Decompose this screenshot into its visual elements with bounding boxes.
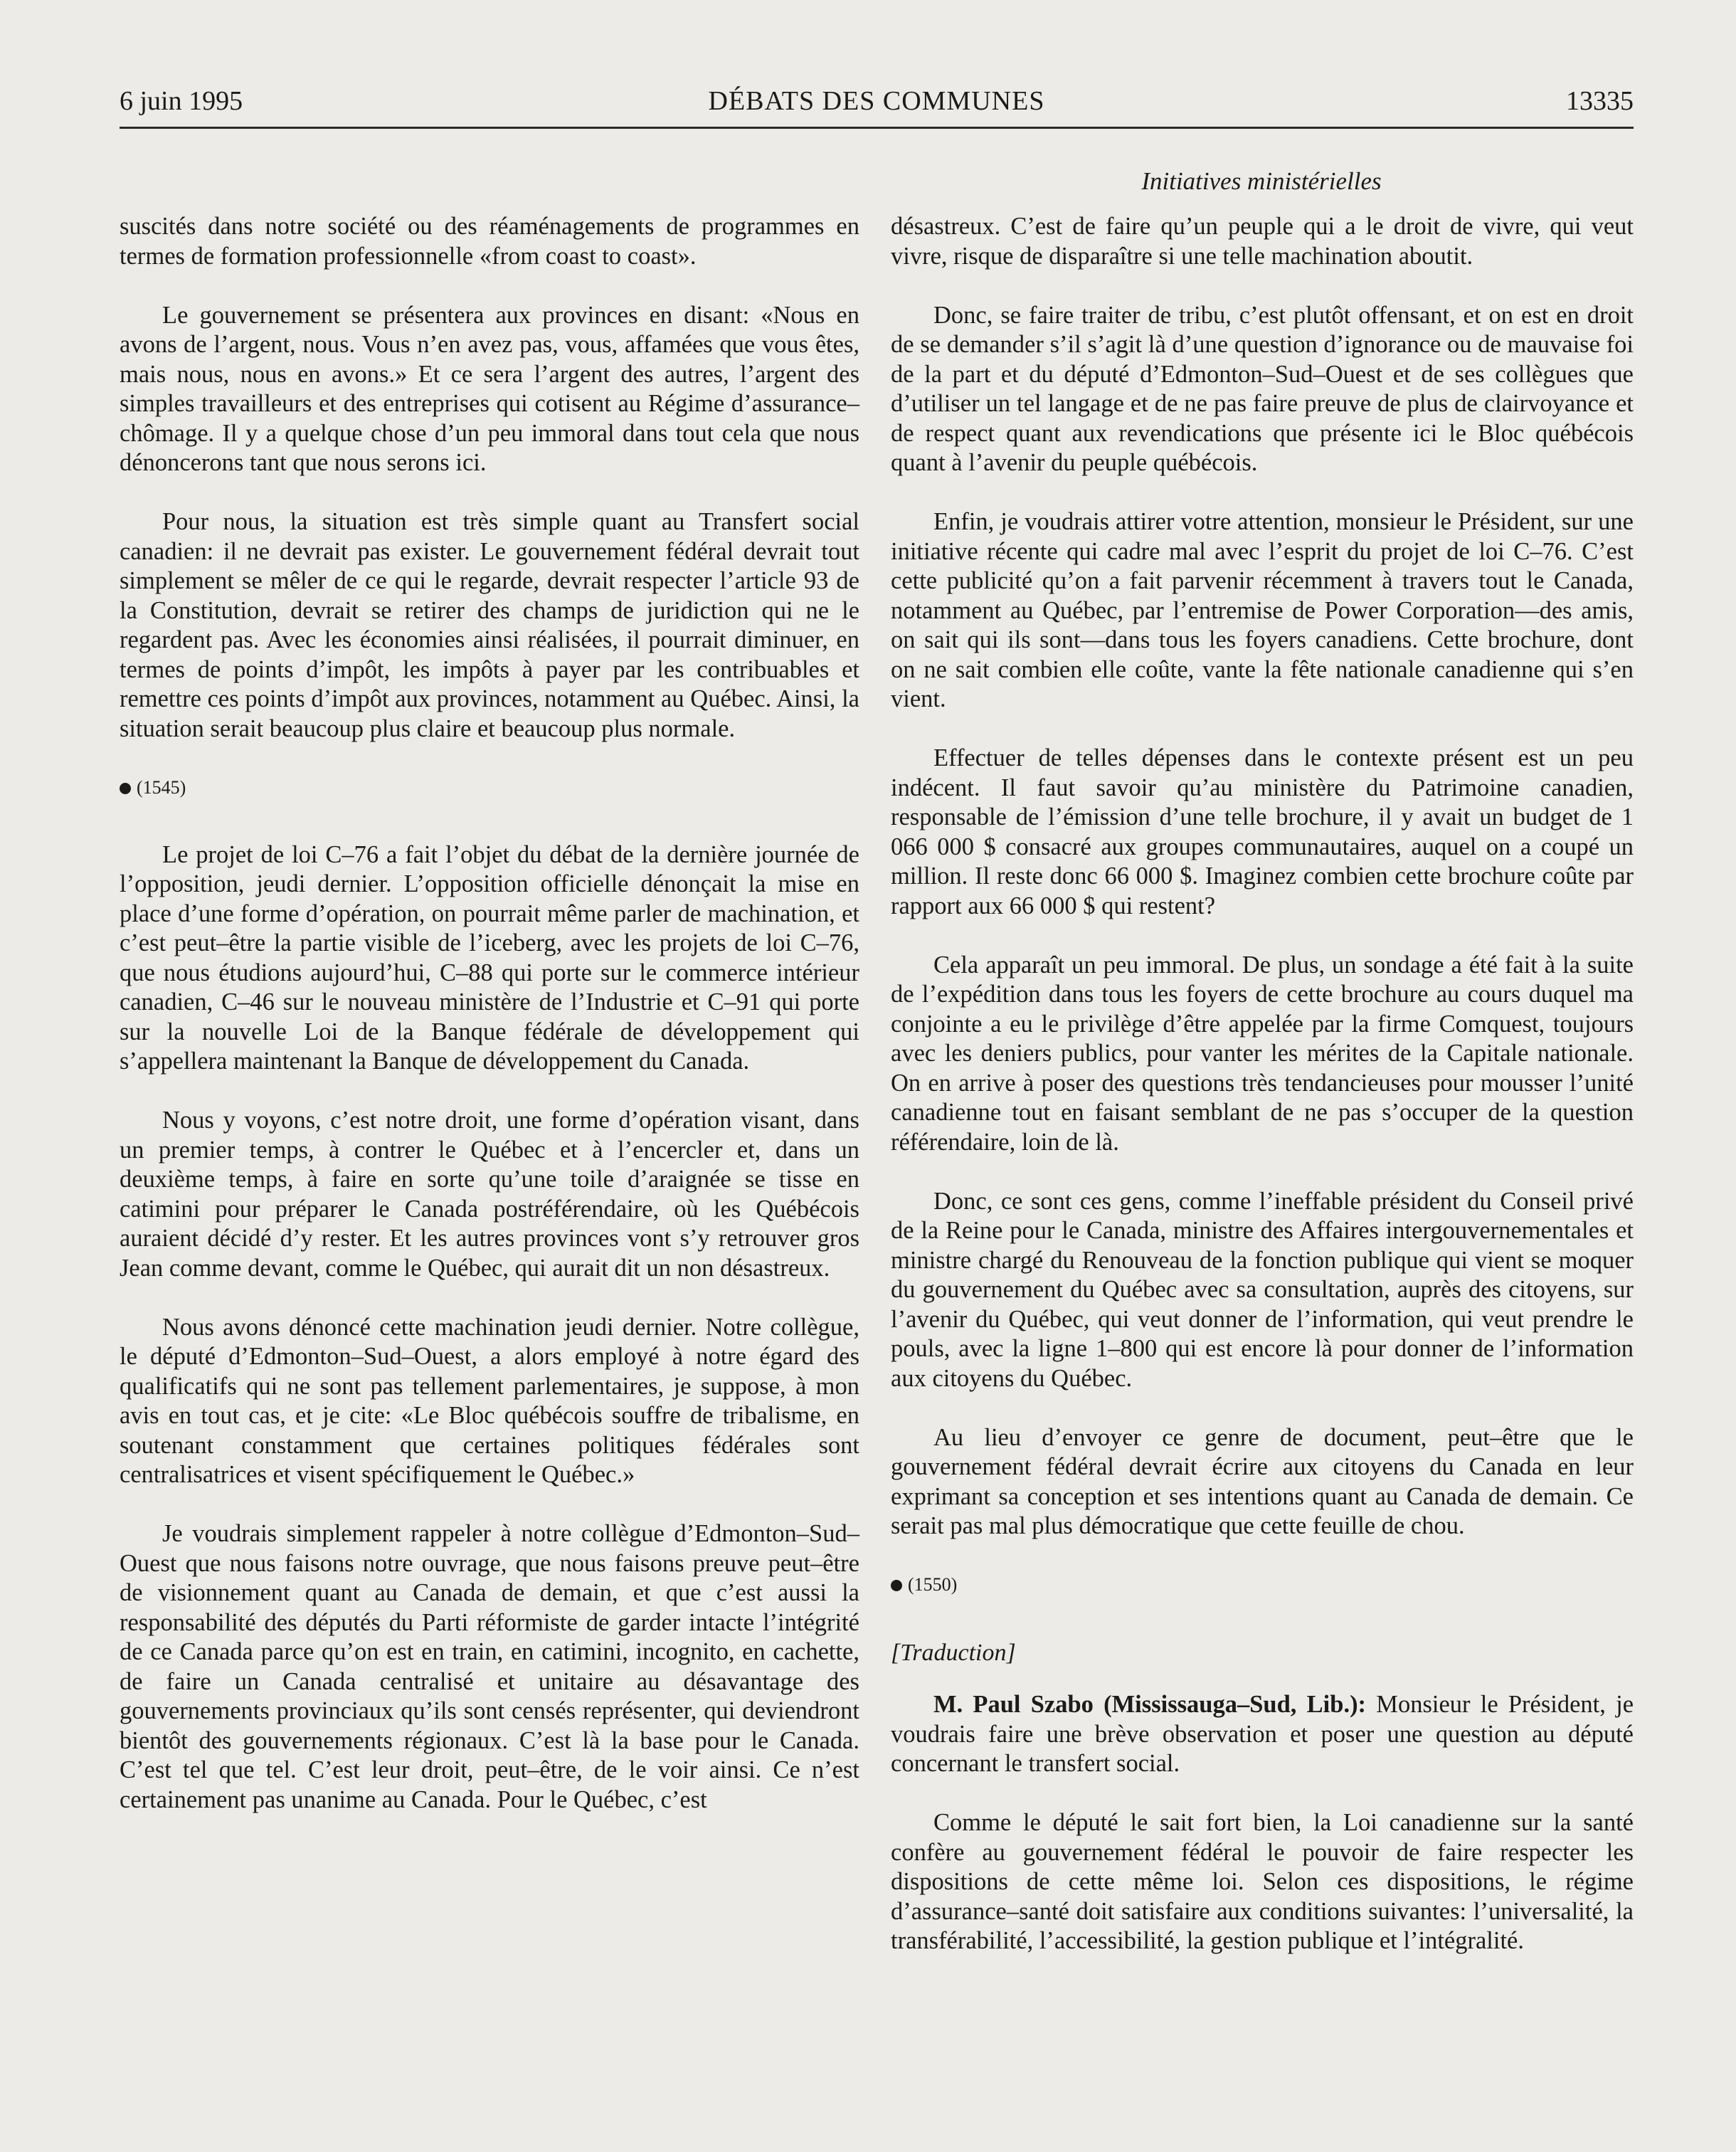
bullet-icon xyxy=(891,1580,902,1591)
header-page-number: 13335 xyxy=(1566,86,1634,116)
paragraph: Le gouvernement se présentera aux provinces en disant: «Nous en avons de l’argent, nous. Vous n’en avez pas, vous, affamées que vous êtes, mais nous, nous en avons.» Et ce sera l’argent des autres, l’argent des simples travailleurs et des entreprises qui cotisent au Régime d’assurance–chômage. Il y a quelque chose d’un peu immoral dans tout cela que nous dénoncerons tant que nous serons ici. xyxy=(120,301,859,476)
paragraph: Donc, se faire traiter de tribu, c’est plutôt offensant, et on est en droit de se demander s’il s’agit là d’une question d’ignorance ou de mauvaise foi de la part et du député d’Edmonton–Sud–Ouest et de ses collègues que d’utiliser un tel langage et de ne pas faire preuve de plus de clairvoyance et de respect quant aux revendications que présente ici le Bloc québécois quant à l’avenir du peuple québécois. xyxy=(891,301,1634,476)
speaker-name: M. Paul Szabo (Mississauga–Sud, Lib.): xyxy=(933,1691,1367,1718)
time-marker-label: (1545) xyxy=(137,776,186,798)
translation-tag: [Traduction] xyxy=(891,1640,1016,1666)
time-marker xyxy=(891,1571,1634,1599)
paragraph: Donc, ce sont ces gens, comme l’ineffable président du Conseil privé de la Reine pour le Canada, ministre des Affaires intergouvernementales et ministre chargé du Renouveau de la fonction publique qui vient se moquer du gouvernement du Québec avec sa consultation, auprès des citoyens, sur l’avenir du Québec, qui veut donner de l’information, qui veut prendre le pouls, avec la ligne 1–800 qui est encore là pour donner de l’information aux citoyens du Québec. xyxy=(891,1187,1634,1392)
header-rule xyxy=(120,127,1634,129)
speaker-text: Monsieur le Président, je voudrais faire une brève observation et poser une question au député concernant le transfert social. xyxy=(891,1691,1634,1777)
header-title: DÉBATS DES COMMUNES xyxy=(708,86,1045,116)
paragraph: suscités dans notre société ou des réaménagements de programmes en termes de formation professionnelle «from coast to coast». xyxy=(120,213,859,270)
paragraph: désastreux. C’est de faire qu’un peuple qui a le droit de vivre, qui veut vivre, risque de disparaître si une telle machination aboutit. xyxy=(891,213,1634,270)
left-column xyxy=(120,212,859,1815)
paragraph: Au lieu d’envoyer ce genre de document, peut–être que le gouvernement fédéral devrait écrire aux citoyens du Canada en leur exprimant sa conception et ses intentions quant au Canada de demain. Ce serait pas mal plus démocratique que cette feuille de chou. xyxy=(891,1423,1634,1539)
paragraph: Nous avons dénoncé cette machination jeudi dernier. Notre collègue, le député d’Edmonton–Sud–Ouest, a alors employé à notre égard des qualificatifs qui ne sont pas tellement parlementaires, je suppose, à mon avis en tout cas, et je cite: «Le Bloc québécois souffre de tribalisme, en soutenant constamment que certaines politiques fédérales sont centralisatrices et visent spécifiquement le Québec.» xyxy=(120,1313,859,1488)
paragraph: Cela apparaît un peu immoral. De plus, un sondage a été fait à la suite de l’expédition dans tous les foyers de cette brochure au cours duquel ma conjointe a eu le privilège d’être appelée par la firme Comquest, toujours avec les deniers publics, pour vanter les mérites de la Capitale nationale. On en arrive à poser des questions très tendancieuses pour mousser l’unité canadienne tout en faisant semblant de ne pas s’occuper de la question référendaire, loin de là. xyxy=(891,951,1634,1156)
paragraph: Le projet de loi C–76 a fait l’objet du débat de la dernière journée de l’opposition, jeudi dernier. L’opposition officielle dénonçait la mise en place d’une forme d’opération, on pourrait même parler de machination, et c’est peut–être la partie visible de l’iceberg, avec les projets de loi C–76, que nous étudions aujourd’hui, C–88 qui porte sur le commerce intérieur canadien, C–46 sur le nouveau ministère de l’Industrie et C–91 qui porte sur la nouvelle Loi de la Banque fédérale de développement qui s’appellera maintenant la Banque de développement du Canada. xyxy=(120,840,859,1075)
time-marker-label: (1550) xyxy=(908,1574,958,1595)
paragraph: Effectuer de telles dépenses dans le contexte présent est un peu indécent. Il faut savoir qu’au ministère du Patrimoine canadien, responsable de l’émission d’une telle brochure, il y avait un budget de 1 066 000 $ consacré aux groupes communautaires, auquel on a coupé un million. Il reste donc 66 000 $. Imaginez combien cette brochure coûte par rapport aux 66 000 $ qui restent? xyxy=(891,744,1634,919)
speaker-paragraph xyxy=(891,1690,1634,1779)
paragraph: Nous y voyons, c’est notre droit, une forme d’opération visant, dans un premier temps, à contrer le Québec et à l’encercler et, dans un deuxième temps, à faire en sorte qu’une toile d’araignée se tisse en catimini pour préparer le Canada postréférendaire, où les Québécois auraient décidé d’y rester. Et les autres provinces vont s’y retrouver gros Jean comme devant, comme le Québec, qui aurait dit un non désastreux. xyxy=(120,1107,859,1282)
right-column xyxy=(891,212,1634,1956)
bullet-icon xyxy=(120,783,131,794)
paragraph: Je voudrais simplement rappeler à notre collègue d’Edmonton–Sud–Ouest que nous faisons notre ouvrage, que nous faisons preuve peut–être de visionnement quant au Canada de demain, et que c’est aussi la responsabilité des députés du Parti réformiste de garder intacte l’intégrité de ce Canada parce qu’on est en train, en catimini, incognito, en cachette, de faire un Canada centralisé et unitaire au désavantage des gouvernements provinciaux qu’ils sont censés représenter, qui deviendront bientôt des gouvernements régionaux. C’est là la base pour le Canada. C’est tel que tel. C’est leur droit, peut–être, de le voir ainsi. Ce n’est certainement pas unanime au Canada. Pour le Québec, c’est xyxy=(120,1520,859,1813)
paragraph: Pour nous, la situation est très simple quant au Transfert social canadien: il ne devrait pas exister. Le gouvernement fédéral devrait tout simplement se mêler de ce qui le regarde, devrait respecter l’article 93 de la Constitution, devrait se retirer des champs de juridiction qui ne le regardent pas. Avec les économies ainsi réalisées, il pourrait diminuer, en termes de points d’impôt, les impôts à payer par les contribuables et remettre ces points d’impôt aux provinces, notamment au Québec. Ainsi, la situation serait beaucoup plus claire et beaucoup plus normale. xyxy=(120,508,859,742)
paragraph: Comme le député le sait fort bien, la Loi canadienne sur la santé confère au gouvernement fédéral le pouvoir de faire respecter les dispositions de cette même loi. Selon ces dispositions, le régime d’assurance–santé doit satisfaire aux conditions suivantes: l’universalité, la transférabilité, l’accessibilité, la gestion publique et l’intégralité. xyxy=(891,1809,1634,1954)
paragraph: Enfin, je voudrais attirer votre attention, monsieur le Président, sur une initiative récente qui cadre mal avec l’esprit du projet de loi C–76. C’est cette publicité qu’on a fait parvenir récemment à travers tout le Canada, notamment au Québec, par l’entremise de Power Corporation—des amis, on sait qui ils sont—dans tous les foyers canadiens. Cette brochure, dont on ne sait combien elle coûte, vante la fête nationale canadienne qui s’en vient. xyxy=(891,508,1634,712)
header-date: 6 juin 1995 xyxy=(120,86,243,116)
section-title: Initiatives ministérielles xyxy=(1141,167,1382,195)
time-marker xyxy=(120,774,859,802)
page-header xyxy=(120,84,1634,128)
